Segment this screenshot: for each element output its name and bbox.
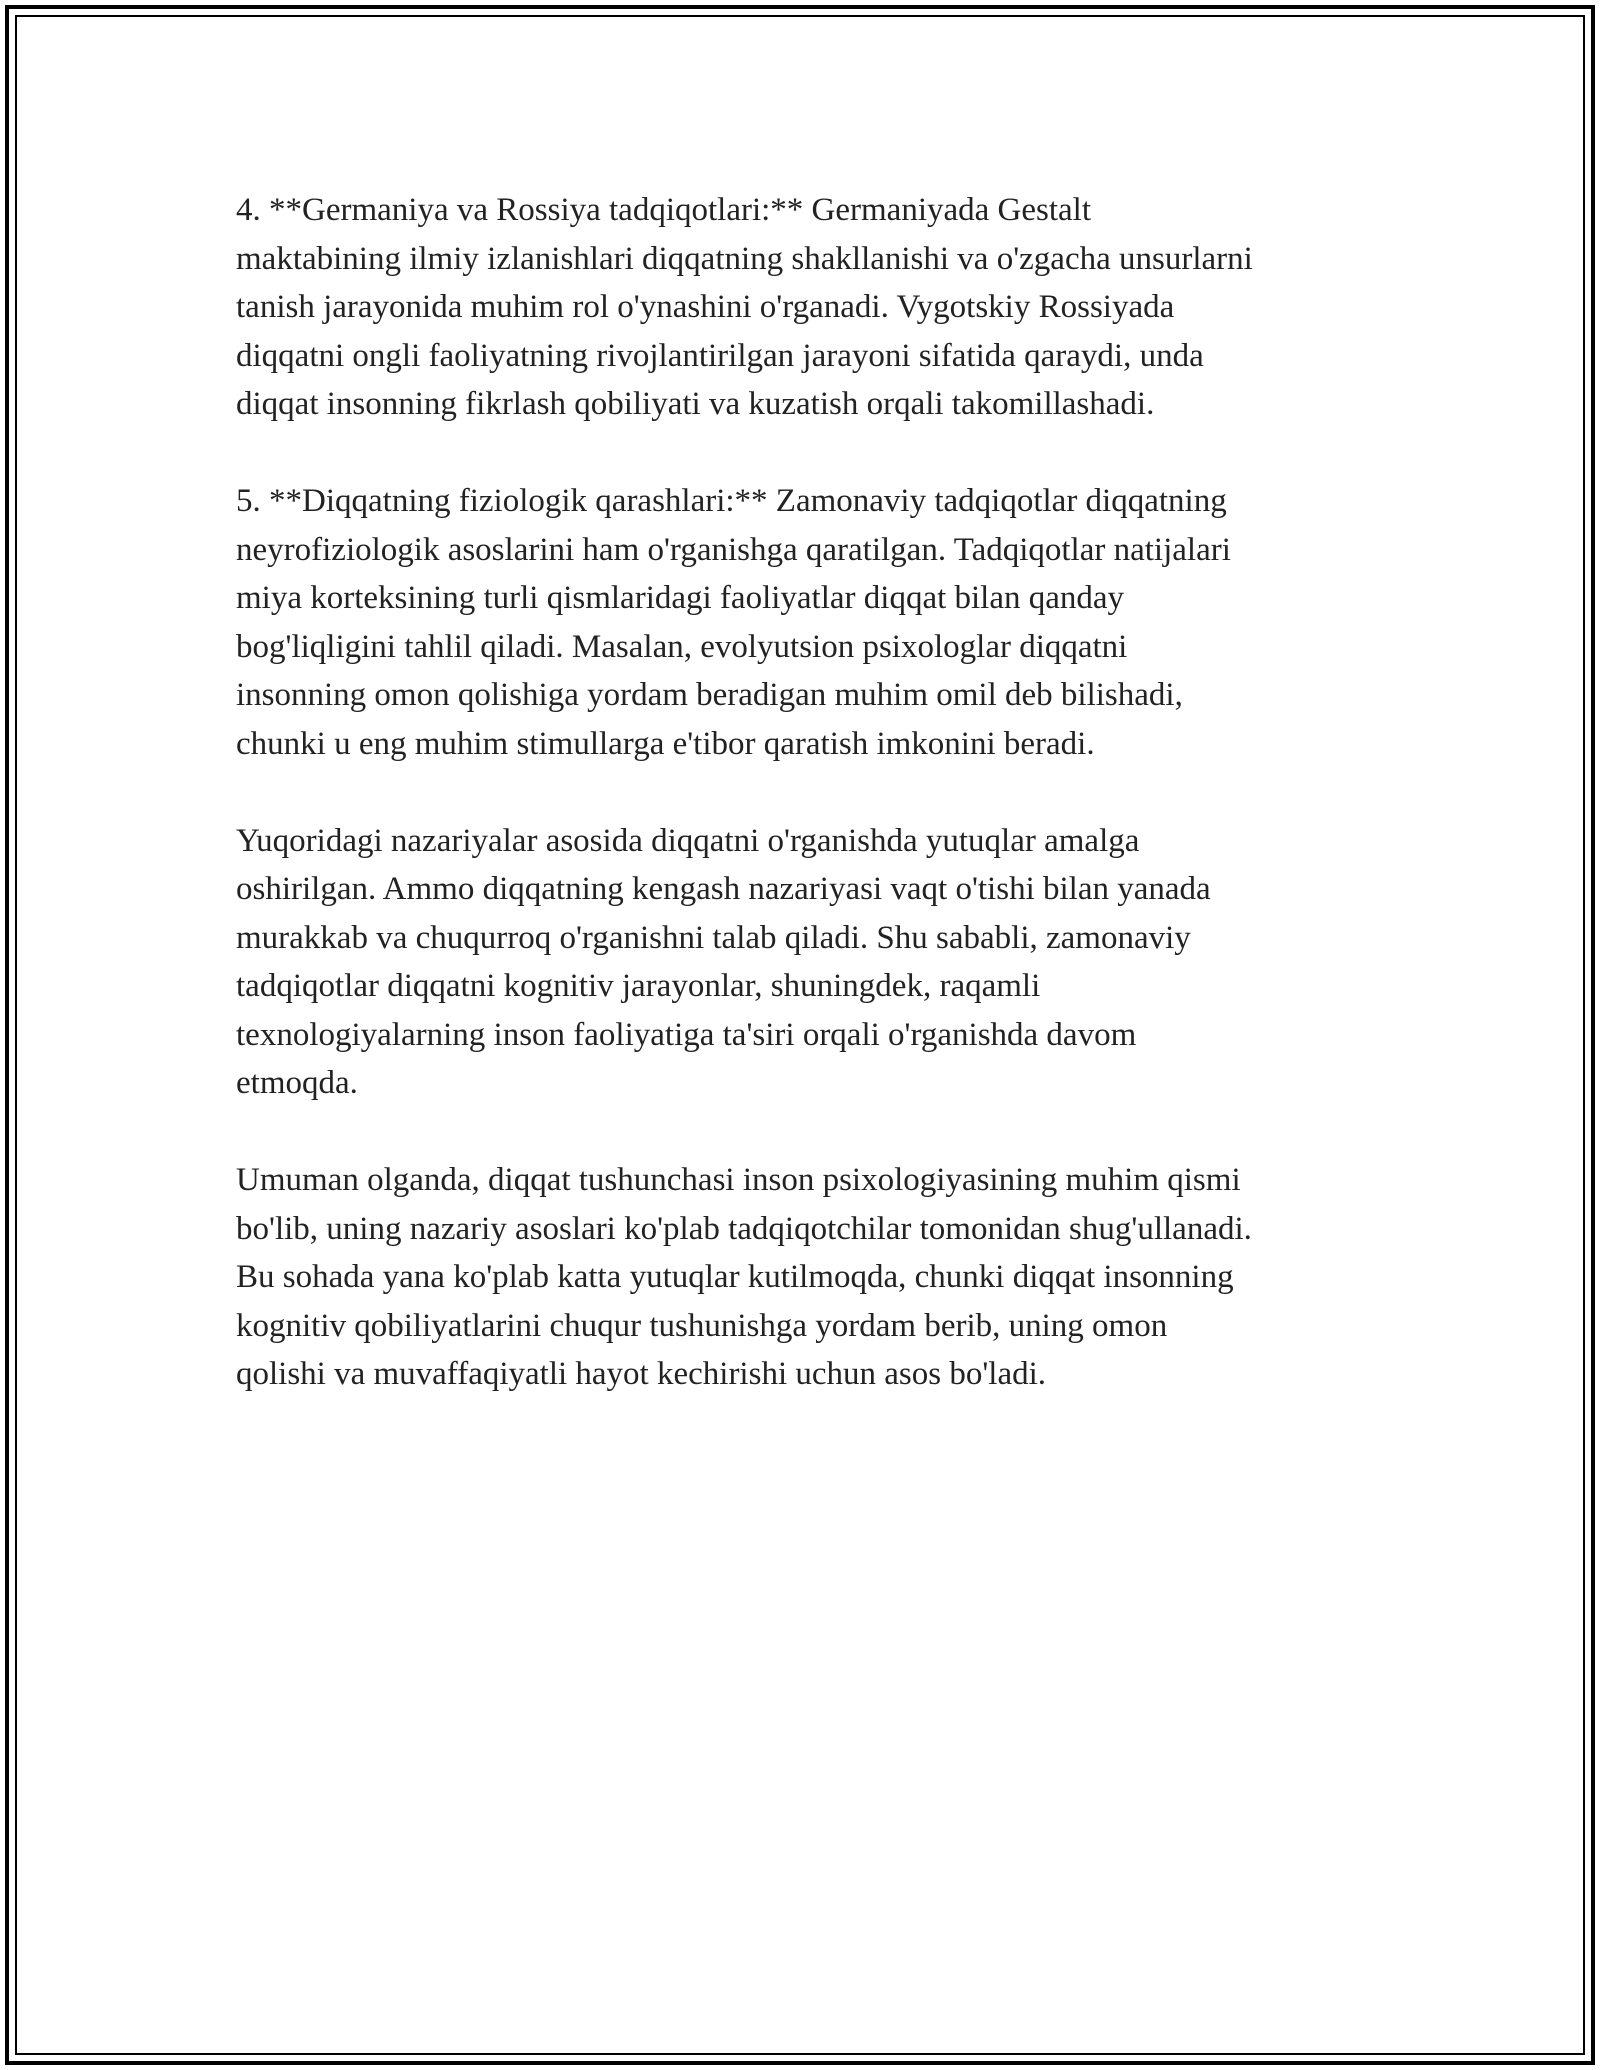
text-line: diqqatni ongli faoliyatning rivojlantirilgan jarayoni sifatida qaraydi, unda <box>236 337 1204 374</box>
document-body <box>236 186 1386 1447</box>
paragraph-theories-summary <box>236 817 1386 1108</box>
text-line: kognitiv qobiliyatlarini chuqur tushunishga yordam berib, uning omon <box>236 1307 1168 1344</box>
text-line: maktabining ilmiy izlanishlari diqqatning shakllanishi va o'zgacha unsurlarni <box>236 240 1253 277</box>
text-line: oshirilgan. Ammo diqqatning kengash nazariyasi vaqt o'tishi bilan yanada <box>236 871 1211 907</box>
text-line: miya korteksining turli qismlaridagi faoliyatlar diqqat bilan qanday <box>236 580 1125 616</box>
text-line: Bu sohada yana ko'plab katta yutuqlar kutilmoqda, chunki diqqat insonning <box>236 1259 1234 1295</box>
text-line: etmoqda. <box>236 1065 358 1101</box>
text-line: murakkab va chuqurroq o'rganishni talab qiladi. Shu sababli, zamonaviy <box>236 919 1191 956</box>
text-line: 5. **Diqqatning fiziologik qarashlari:** Zamonaviy tadqiqotlar diqqatning <box>236 483 1227 519</box>
text-line: Yuqoridagi nazariyalar asosida diqqatni o'rganishda yutuqlar amalga <box>236 822 1140 859</box>
text-line: bo'lib, uning nazariy asoslari ko'plab tadqiqotchilar tomonidan shug'ullanadi. <box>236 1210 1252 1247</box>
text-line: tanish jarayonida muhim rol o'ynashini o'rganadi. Vygotskiy Rossiyada <box>236 289 1175 325</box>
text-line: diqqat insonning fikrlash qobiliyati va kuzatish orqali takomillashadi. <box>236 386 1155 422</box>
text-line: qolishi va muvaffaqiyatli hayot kechirishi uchun asos bo'ladi. <box>236 1356 1047 1392</box>
text-line: Umuman olganda, diqqat tushunchasi inson psixologiyasining muhim qismi <box>236 1162 1241 1198</box>
text-line: neyrofiziologik asoslarini ham o'rganishga qaratilgan. Tadqiqotlar natijalari <box>236 531 1231 568</box>
paragraph-physiological-views <box>236 477 1386 768</box>
text-line: bog'liqligini tahlil qiladi. Masalan, evolyutsion psixologlar diqqatni <box>236 628 1128 665</box>
paragraph-germany-russia-research <box>236 186 1386 429</box>
text-line: chunki u eng muhim stimullarga e'tibor qaratish imkonini beradi. <box>236 725 1095 762</box>
text-line: tadqiqotlar diqqatni kognitiv jarayonlar, shuningdek, raqamli <box>236 968 1041 1004</box>
text-line: texnologiyalarning inson faoliyatiga ta'siri orqali o'rganishda davom <box>236 1016 1137 1053</box>
text-line: 4. **Germaniya va Rossiya tadqiqotlari:** Germaniyada Gestalt <box>236 192 1092 228</box>
paragraph-conclusion <box>236 1156 1386 1399</box>
text-line: insonning omon qolishiga yordam beradigan muhim omil deb bilishadi, <box>236 677 1183 713</box>
